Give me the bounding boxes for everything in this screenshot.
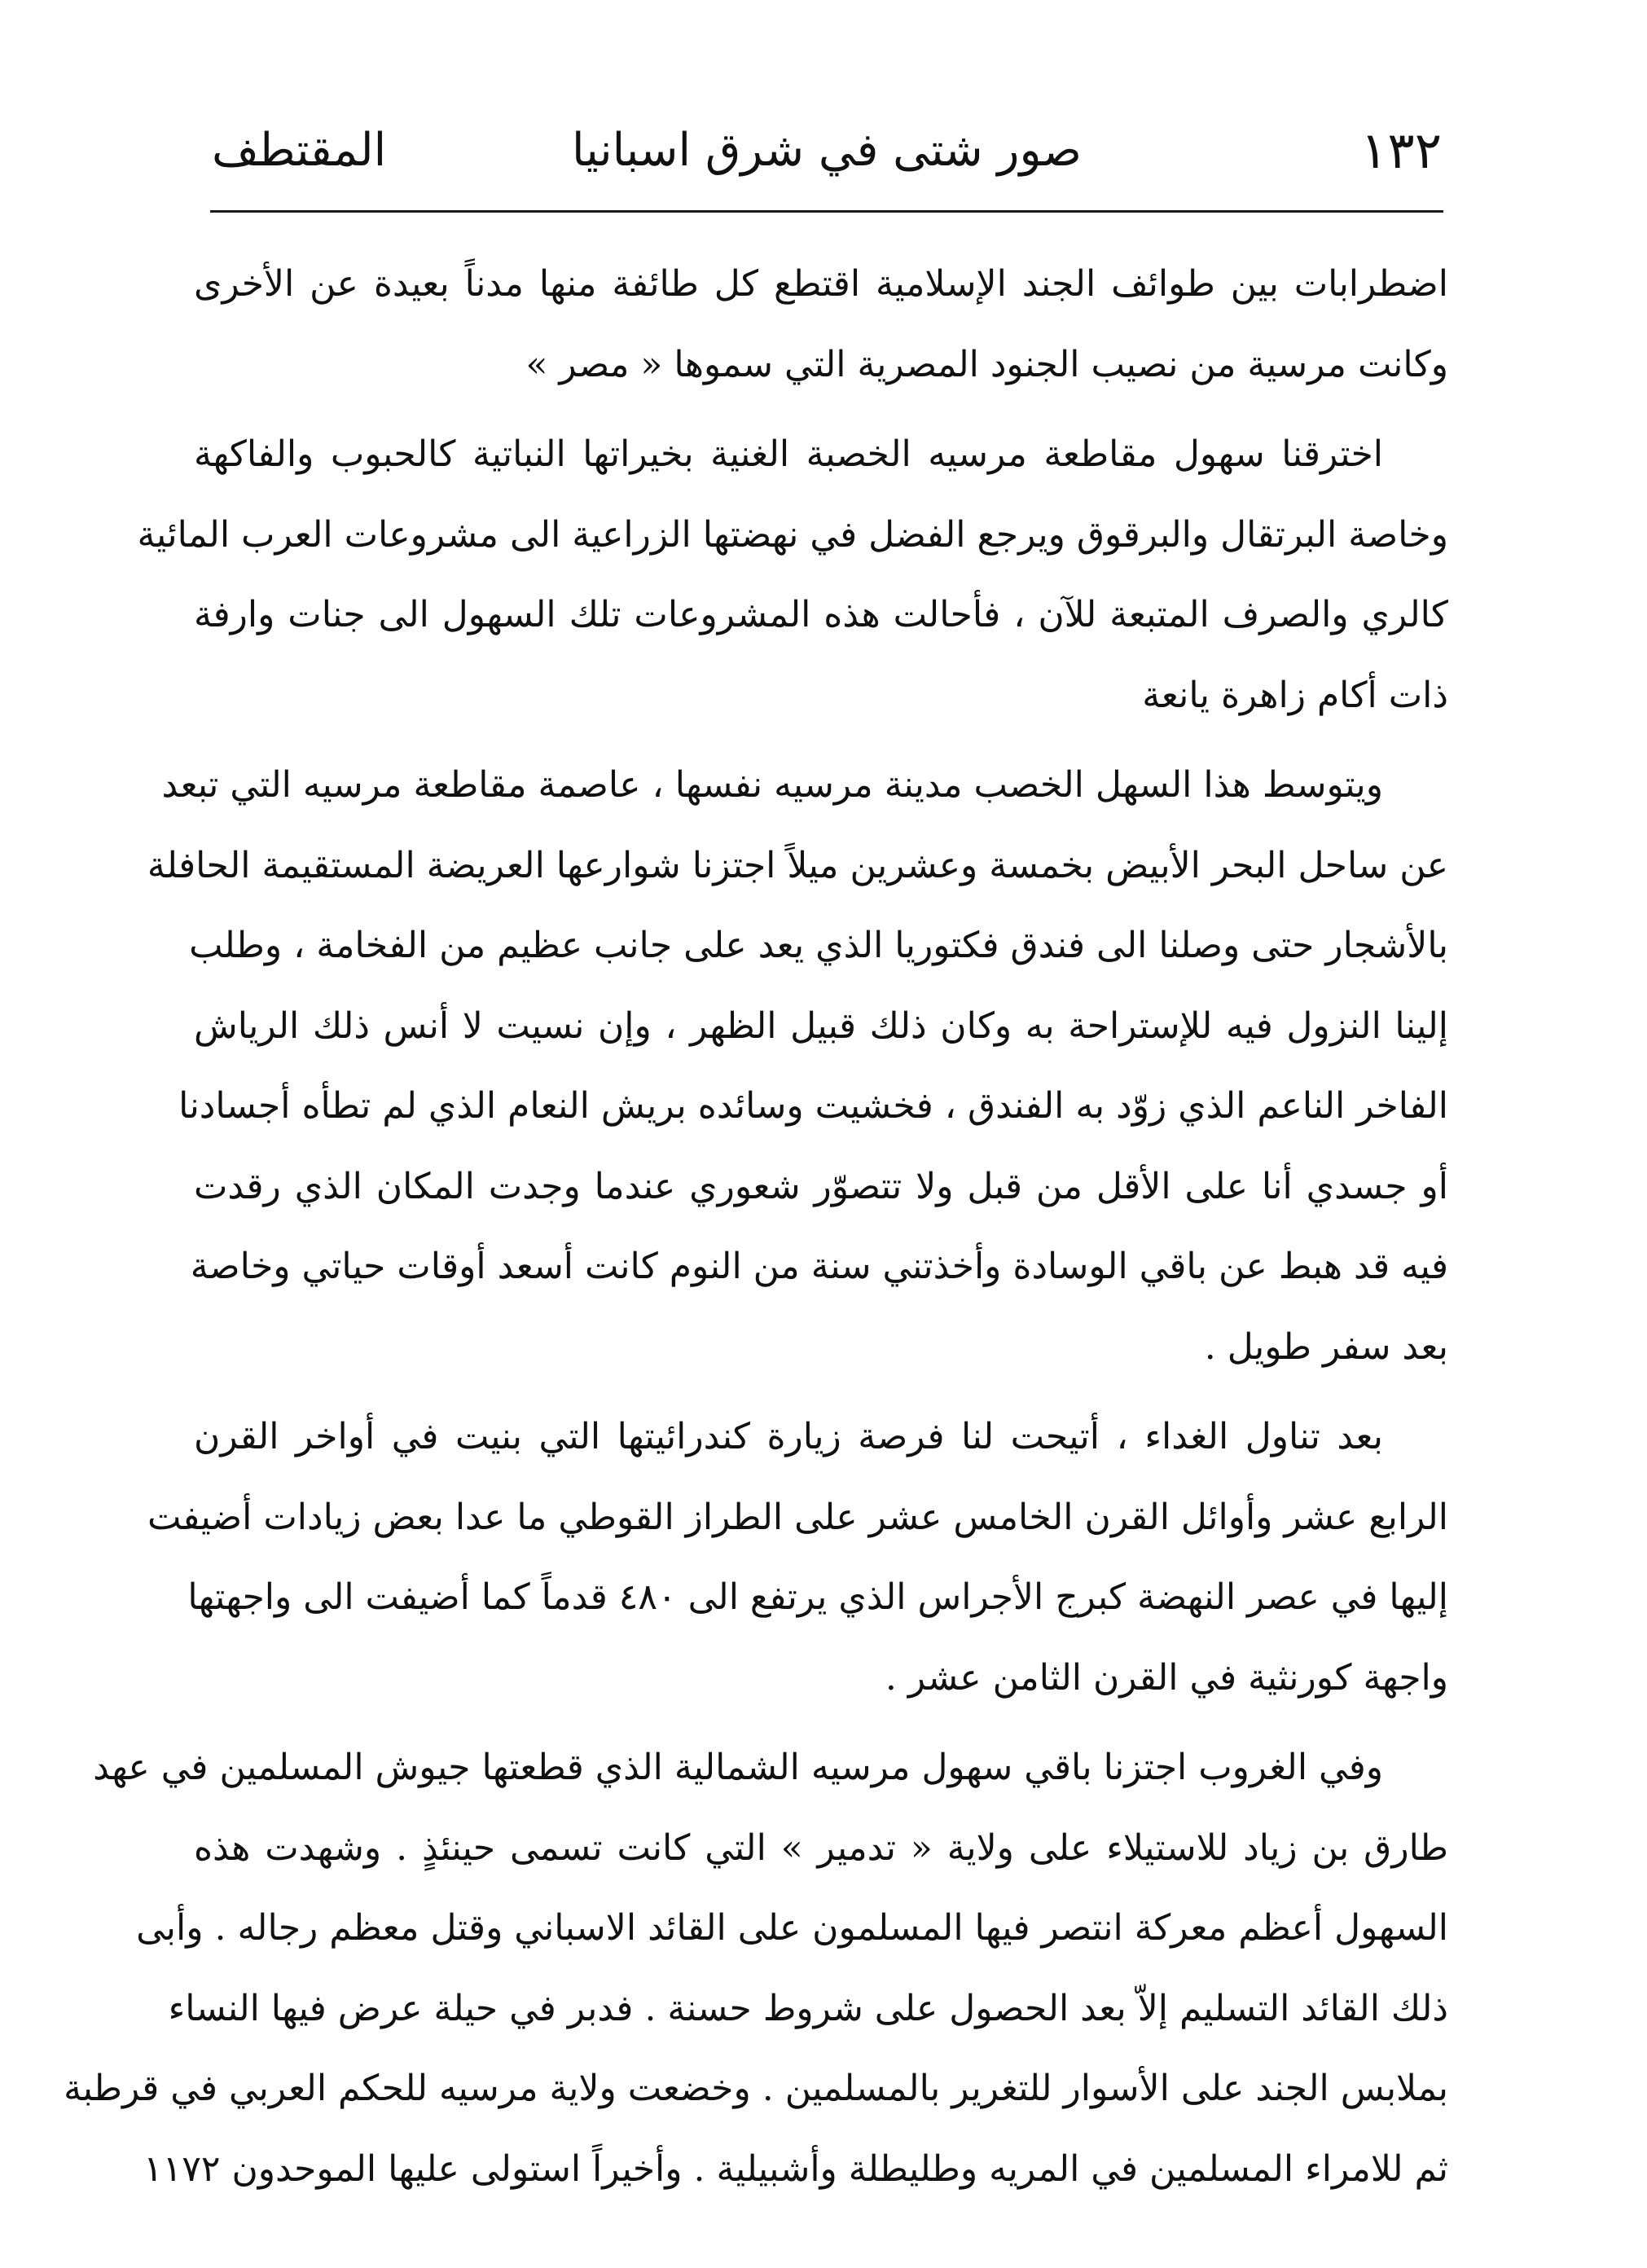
text-line: عن ساحل البحر الأبيض بخمسة وعشرين ميلاً اجتزنا شوارعها العريضة المستقيمة الحافلة xyxy=(147,844,1448,886)
paragraph xyxy=(147,1397,1448,1718)
paragraph xyxy=(194,244,1448,405)
text-line: الرابع عشر وأوائل القرن الخامس عشر على الطراز القوطي ما عدا بعض زيادات أضيفت xyxy=(147,1496,1448,1538)
text-line: اضطرابات بين طوائف الجند الإسلامية اقتطع كل طائفة منها مدناً بعيدة عن الأخرى xyxy=(194,263,1448,305)
text-line: واجهة كورنثية في القرن الثامن عشر . xyxy=(885,1656,1448,1699)
text-line: ذلك القائد التسليم إلاّ بعد الحصول على شروط حسنة . فدبر في حيلة عرض فيها النساء xyxy=(168,1987,1448,2029)
text-line: كالري والصرف المتبعة للآن ، فأحالت هذه المشروعات تلك السهول الى جنات وارفة xyxy=(194,594,1448,635)
journal-name: المقتطف xyxy=(212,124,387,177)
paragraph xyxy=(64,1728,1448,2209)
article-body xyxy=(64,244,1448,2209)
text-line: بعد سفر طويل . xyxy=(1204,1325,1448,1368)
paragraph xyxy=(137,415,1448,736)
text-line: أو جسدي أنا على الأقل من قبل ولا تتصوّر شعوري عندما وجدت المكان الذي رقدت xyxy=(194,1165,1448,1207)
header-rule xyxy=(210,210,1443,213)
text-line: وفي الغروب اجتزنا باقي سهول مرسيه الشمالية الذي قطعتها جيوش المسلمين في عهد xyxy=(93,1747,1383,1788)
text-line: ويتوسط هذا السهل الخصب مدينة مرسيه نفسها ، عاصمة مقاطعة مرسيه التي تبعد xyxy=(161,764,1383,806)
text-line: ثم للامراء المسلمين في المريه وطليطلة وأشبيلية . وأخيراً استولى عليها الموحدون ١١٧٢ xyxy=(143,2147,1448,2190)
text-line: السهول أعظم معركة انتصر فيها المسلمون على القائد الاسباني وقتل معظم رجاله . وأبى xyxy=(136,1907,1448,1949)
page-header xyxy=(212,114,1442,204)
running-title: صور شتى في شرق اسبانيا xyxy=(572,124,1082,177)
text-line: إلينا النزول فيه للإستراحة به وكان ذلك قبيل الظهر ، وإن نسيت لا أنس ذلك الرياش xyxy=(194,1004,1448,1047)
text-line: بملابس الجند على الأسوار للتغرير بالمسلمين . وخضعت ولاية مرسيه للحكم العربي في قرطبة xyxy=(64,2068,1448,2109)
text-line: بعد تناول الغداء ، أتيحت لنا فرصة زيارة كندرائيتها التي بنيت في أواخر القرن xyxy=(194,1416,1383,1457)
text-line: ذات أكام زاهرة يانعة xyxy=(1142,674,1448,716)
text-line: بالأشجار حتى وصلنا الى فندق فكتوريا الذي يعد على جانب عظيم من الفخامة ، وطلب xyxy=(189,925,1448,966)
text-line: وخاصة البرتقال والبرقوق ويرجع الفضل في نهضتها الزراعية الى مشروعات العرب المائية xyxy=(137,513,1448,556)
page-number: ١٣٢ xyxy=(1360,121,1442,180)
paragraph xyxy=(147,745,1448,1387)
text-line: وكانت مرسية من نصيب الجنود المصرية التي سموها « مصر » xyxy=(525,343,1448,385)
text-line: فيه قد هبط عن باقي الوسادة وأخذتني سنة من النوم كانت أسعد أوقات حياتي وخاصة xyxy=(190,1246,1448,1287)
text-line: الفاخر الناعم الذي زوّد به الفندق ، فخشيت وسائده بريش النعام الذي لم تطأه أجسادنا xyxy=(178,1085,1448,1127)
text-line: طارق بن زياد للاستيلاء على ولاية « تدمير » التي كانت تسمى حينئذٍ . وشهدت هذه xyxy=(194,1826,1448,1869)
text-line: اخترقنا سهول مقاطعة مرسيه الخصبة الغنية بخيراتها النباتية كالحبوب والفاكهة xyxy=(194,433,1383,475)
text-line: إليها في عصر النهضة كبرج الأجراس الذي يرتفع الى ٤٨٠ قدماً كما أضيفت الى واجهتها xyxy=(187,1576,1448,1618)
